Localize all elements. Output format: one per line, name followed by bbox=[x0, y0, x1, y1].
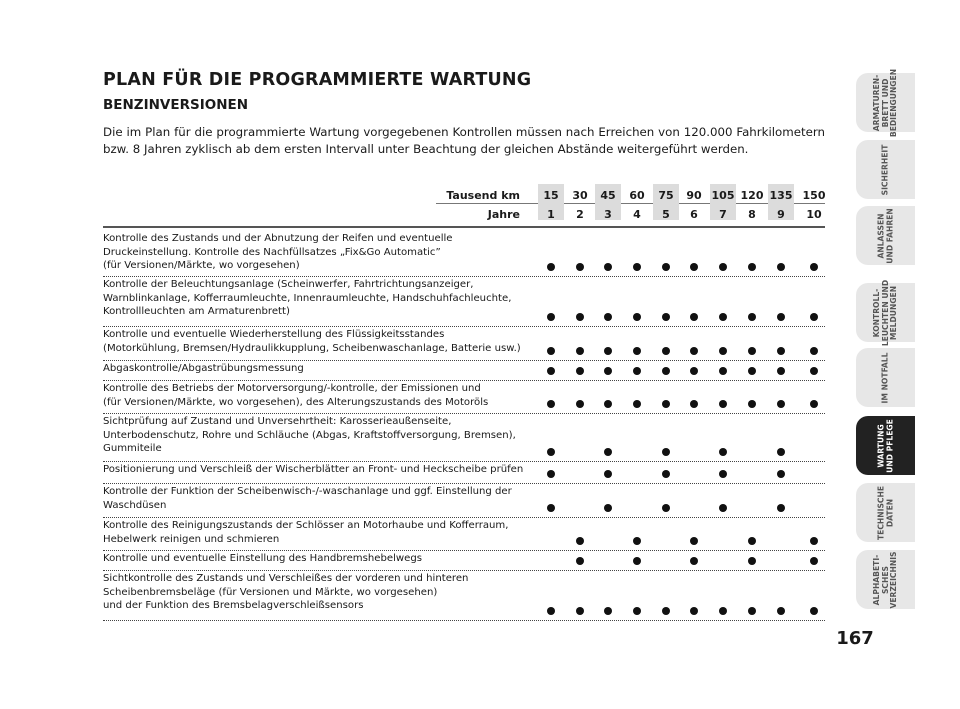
service-mark-dot bbox=[810, 400, 818, 408]
km-value: 75 bbox=[658, 189, 674, 202]
table-row bbox=[103, 326, 825, 361]
service-mark-dot bbox=[748, 367, 756, 375]
table-row bbox=[103, 461, 825, 484]
service-mark-dot bbox=[604, 504, 612, 512]
service-mark-dot bbox=[633, 400, 641, 408]
service-mark-dot bbox=[604, 470, 612, 478]
row-description: Kontrolle und eventuelle Wiederherstellung des Flüssigkeitsstandes (Motorkühlung, Bremsen/Hydraulikkupplung, Scheibenwaschanlage, Batterie usw.) bbox=[103, 329, 521, 354]
table-row bbox=[103, 483, 825, 518]
section-tab-label: SICHERHEIT bbox=[880, 144, 890, 195]
service-mark-dot bbox=[748, 400, 756, 408]
service-mark-dot bbox=[604, 263, 612, 271]
service-mark-dot bbox=[719, 347, 727, 355]
service-mark-dot bbox=[777, 263, 785, 271]
service-mark-dot bbox=[576, 313, 584, 321]
service-mark-dot bbox=[719, 400, 727, 408]
service-mark-dot bbox=[662, 504, 670, 512]
service-mark-dot bbox=[576, 400, 584, 408]
service-mark-dot bbox=[547, 347, 555, 355]
year-value: 8 bbox=[748, 208, 756, 221]
year-value: 7 bbox=[719, 208, 727, 221]
table-row bbox=[103, 570, 825, 621]
row-description: Kontrolle des Betriebs der Motorversorgung/-kontrolle, der Emissionen und (für Versionen/Märkte, wo vorgesehen), des Alterungszustands des Motoröls bbox=[103, 383, 489, 408]
service-mark-dot bbox=[604, 448, 612, 456]
table-row bbox=[103, 413, 825, 462]
service-mark-dot bbox=[604, 607, 612, 615]
service-mark-dot bbox=[810, 537, 818, 545]
service-mark-dot bbox=[662, 263, 670, 271]
table-row bbox=[103, 380, 825, 414]
section-tab-label: KONTROLL- LEUCHTEN UND MELDUNGEN bbox=[871, 279, 898, 346]
km-value: 45 bbox=[600, 189, 616, 202]
service-mark-dot bbox=[633, 607, 641, 615]
service-mark-dot bbox=[547, 367, 555, 375]
service-mark-dot bbox=[748, 607, 756, 615]
service-mark-dot bbox=[810, 263, 818, 271]
service-mark-dot bbox=[690, 367, 698, 375]
header-bottom-rule bbox=[103, 226, 825, 228]
km-value: 15 bbox=[543, 189, 559, 202]
service-mark-dot bbox=[690, 400, 698, 408]
section-tab[interactable] bbox=[856, 550, 915, 609]
service-mark-dot bbox=[576, 263, 584, 271]
year-value: 1 bbox=[547, 208, 555, 221]
row-description: Kontrolle der Funktion der Scheibenwisch-/-waschanlage und ggf. Einstellung der Waschdüsen bbox=[103, 486, 512, 511]
service-mark-dot bbox=[662, 607, 670, 615]
year-value: 6 bbox=[690, 208, 698, 221]
service-mark-dot bbox=[576, 367, 584, 375]
km-value: 105 bbox=[711, 189, 735, 202]
service-mark-dot bbox=[547, 313, 555, 321]
row-description: Abgaskontrolle/Abgastrübungsmessung bbox=[103, 363, 304, 374]
row-description: Kontrolle der Beleuchtungsanlage (Scheinwerfer, Fahrtrichtungsanzeiger, Warnblinkanlage, Kofferraumleuchte, Innenraumleuchte, Handschuhfachleuchte, Kontrollleuchten am Armaturenbrett) bbox=[103, 279, 512, 318]
section-tab[interactable] bbox=[856, 416, 915, 475]
service-mark-dot bbox=[547, 504, 555, 512]
km-value: 135 bbox=[769, 189, 793, 202]
page-subtitle: BENZINVERSIONEN bbox=[103, 97, 249, 113]
year-value: 3 bbox=[604, 208, 612, 221]
service-mark-dot bbox=[748, 313, 756, 321]
km-value: 90 bbox=[686, 189, 702, 202]
section-tab-label: ARMATUREN- BRETT UND BEDIENGUNGEN bbox=[871, 68, 898, 137]
section-tab[interactable] bbox=[856, 348, 915, 407]
service-mark-dot bbox=[719, 470, 727, 478]
table-row bbox=[103, 360, 825, 381]
service-mark-dot bbox=[662, 367, 670, 375]
section-tab[interactable] bbox=[856, 279, 915, 346]
table-row bbox=[103, 550, 825, 571]
years-header-label: Jahre bbox=[487, 208, 520, 221]
service-mark-dot bbox=[547, 607, 555, 615]
service-mark-dot bbox=[810, 367, 818, 375]
page-title: PLAN FÜR DIE PROGRAMMIERTE WARTUNG bbox=[103, 70, 532, 90]
service-mark-dot bbox=[777, 313, 785, 321]
section-tab-label: WARTUNG UND PFLEGE bbox=[875, 418, 894, 473]
service-mark-dot bbox=[662, 400, 670, 408]
section-tab[interactable] bbox=[856, 140, 915, 199]
table-row bbox=[103, 276, 825, 327]
service-mark-dot bbox=[633, 367, 641, 375]
service-mark-dot bbox=[633, 347, 641, 355]
year-value: 5 bbox=[662, 208, 670, 221]
service-mark-dot bbox=[777, 448, 785, 456]
km-value: 150 bbox=[802, 189, 826, 202]
service-mark-dot bbox=[748, 347, 756, 355]
service-mark-dot bbox=[719, 607, 727, 615]
section-tab[interactable] bbox=[856, 68, 915, 137]
service-mark-dot bbox=[576, 347, 584, 355]
section-tab-label: TECHNISCHE DATEN bbox=[875, 485, 894, 540]
year-value: 4 bbox=[633, 208, 641, 221]
service-mark-dot bbox=[719, 313, 727, 321]
service-mark-dot bbox=[719, 367, 727, 375]
service-mark-dot bbox=[662, 470, 670, 478]
service-mark-dot bbox=[576, 537, 584, 545]
row-description: Sichtprüfung auf Zustand und Unversehrtheit: Karosserieaußenseite, Unterbodenschutz, Rohre und Schläuche (Abgas, Kraftstoffversorgung, Bremsen), Gummiteile bbox=[103, 416, 516, 455]
service-mark-dot bbox=[662, 448, 670, 456]
section-tab-label: ALPHABETI- SCHES VERZEICHNIS bbox=[871, 550, 898, 609]
service-mark-dot bbox=[748, 557, 756, 565]
year-value: 10 bbox=[806, 208, 822, 221]
service-mark-dot bbox=[690, 607, 698, 615]
service-mark-dot bbox=[748, 263, 756, 271]
year-value: 9 bbox=[777, 208, 785, 221]
row-description: Kontrolle des Zustands und der Abnutzung der Reifen und eventuelle Druckeinstellung. Kontrolle des Nachfüllsatzes „Fix&Go Automatic” (für Versionen/Märkte, wo vorgesehen) bbox=[103, 233, 453, 272]
service-mark-dot bbox=[690, 263, 698, 271]
service-mark-dot bbox=[547, 448, 555, 456]
service-mark-dot bbox=[547, 470, 555, 478]
service-mark-dot bbox=[662, 313, 670, 321]
service-mark-dot bbox=[719, 504, 727, 512]
service-mark-dot bbox=[633, 557, 641, 565]
service-mark-dot bbox=[810, 607, 818, 615]
row-description: Kontrolle des Reinigungszustands der Schlösser an Motorhaube und Kofferraum, Hebelwerk reinigen und schmieren bbox=[103, 520, 509, 545]
service-mark-dot bbox=[604, 347, 612, 355]
service-mark-dot bbox=[604, 367, 612, 375]
service-mark-dot bbox=[777, 400, 785, 408]
service-mark-dot bbox=[690, 313, 698, 321]
service-mark-dot bbox=[690, 537, 698, 545]
service-mark-dot bbox=[748, 537, 756, 545]
service-mark-dot bbox=[810, 347, 818, 355]
service-mark-dot bbox=[576, 607, 584, 615]
service-mark-dot bbox=[633, 263, 641, 271]
table-row bbox=[103, 517, 825, 551]
km-value: 60 bbox=[629, 189, 645, 202]
service-mark-dot bbox=[690, 347, 698, 355]
section-tab[interactable] bbox=[856, 483, 915, 542]
service-mark-dot bbox=[777, 347, 785, 355]
row-description: Sichtkontrolle des Zustands und Verschleißes der vorderen und hinteren Scheibenbremsbeläge (für Versionen und Märkte, wo vorgesehen) und der Funktion des Bremsbelagverschleißsensors bbox=[103, 573, 469, 612]
page-number: 167 bbox=[836, 628, 874, 649]
km-header-label: Tausend km bbox=[446, 189, 520, 202]
header-divider bbox=[436, 203, 825, 204]
row-description: Positionierung und Verschleiß der Wischerblätter an Front- und Heckscheibe prüfen bbox=[103, 464, 524, 475]
km-value: 30 bbox=[572, 189, 588, 202]
service-mark-dot bbox=[690, 557, 698, 565]
service-mark-dot bbox=[810, 313, 818, 321]
service-mark-dot bbox=[604, 313, 612, 321]
service-mark-dot bbox=[547, 263, 555, 271]
service-mark-dot bbox=[633, 313, 641, 321]
year-value: 2 bbox=[576, 208, 584, 221]
service-mark-dot bbox=[604, 400, 612, 408]
service-mark-dot bbox=[719, 448, 727, 456]
section-tab[interactable] bbox=[856, 206, 915, 265]
service-mark-dot bbox=[777, 470, 785, 478]
service-mark-dot bbox=[777, 607, 785, 615]
service-mark-dot bbox=[633, 537, 641, 545]
row-description: Kontrolle und eventuelle Einstellung des Handbremshebelwegs bbox=[103, 553, 423, 564]
service-mark-dot bbox=[777, 504, 785, 512]
section-tab-label: ANLASSEN UND FAHREN bbox=[875, 207, 894, 264]
section-tab-label: IM NOTFALL bbox=[880, 352, 890, 403]
service-mark-dot bbox=[719, 263, 727, 271]
service-mark-dot bbox=[777, 367, 785, 375]
service-mark-dot bbox=[810, 557, 818, 565]
service-mark-dot bbox=[576, 557, 584, 565]
intro-paragraph: Die im Plan für die programmierte Wartung vorgegebenen Kontrollen müssen nach Erreichen von 120.000 Fahrkilometern bzw. 8 Jahren zyklisch ab dem ersten Intervall unter Beachtung der gleichen Abstände weitergeführt werden. bbox=[103, 125, 825, 156]
service-mark-dot bbox=[662, 347, 670, 355]
service-mark-dot bbox=[547, 400, 555, 408]
table-row bbox=[103, 230, 825, 277]
km-value: 120 bbox=[740, 189, 764, 202]
